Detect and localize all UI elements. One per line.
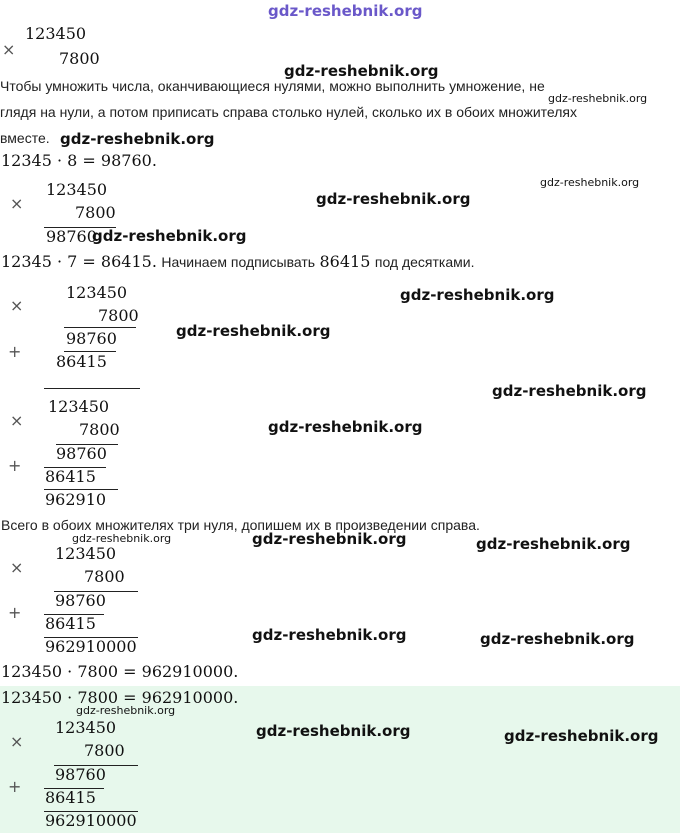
times-sign: × [10, 732, 24, 751]
watermark: gdz-reshebnik.org [252, 530, 407, 548]
partial-product-2: 86415 [45, 467, 96, 486]
partial-product-1: 98760 [56, 444, 107, 463]
result: 962910000 [45, 637, 137, 656]
watermark: gdz-reshebnik.org [400, 286, 555, 304]
times-sign: × [10, 194, 24, 213]
plus-sign: + [8, 456, 22, 475]
intro-line-2: глядя на нули, а потом приписать справа столько нулей, сколько их в обоих множителях [0, 104, 578, 120]
plus-sign: + [8, 777, 22, 796]
partial-product-2: 86415 [45, 614, 96, 633]
sum: 962910 [45, 490, 107, 509]
equation-2-line [1, 252, 474, 272]
equation-2-value: 86415 [319, 252, 371, 271]
zeros-explanation: Всего в обоих множителях три нуля, допишем их в произведении справа. [1, 517, 480, 533]
watermark: gdz-reshebnik.org [252, 626, 407, 644]
multiplier: 7800 [79, 420, 120, 439]
watermark: gdz-reshebnik.org [256, 722, 411, 740]
watermark: gdz-reshebnik.org [92, 227, 247, 245]
multiplicand: 123450 [25, 24, 87, 43]
watermark: gdz-reshebnik.org [548, 92, 648, 105]
watermark: gdz-reshebnik.org [540, 176, 640, 189]
watermark: gdz-reshebnik.org [268, 418, 423, 436]
watermark: gdz-reshebnik.org [176, 322, 331, 340]
answer-equation: 123450 · 7800 = 962910000. [1, 688, 239, 707]
equation-2-text-end: под десятками. [374, 254, 475, 270]
plus-sign: + [8, 342, 22, 361]
partial-product-1: 98760 [46, 227, 97, 246]
partial-product-1: 98760 [55, 591, 106, 610]
watermark: gdz-reshebnik.org [504, 727, 659, 745]
multiplier: 7800 [84, 567, 125, 586]
multiplier: 7800 [98, 306, 139, 325]
times-sign: × [10, 411, 24, 430]
equation-2-text: Начинаем подписывать [161, 254, 316, 270]
watermark: gdz-reshebnik.org [284, 62, 439, 80]
multiplicand: 123450 [55, 718, 117, 737]
watermark: gdz-reshebnik.org [76, 704, 176, 717]
watermark: gdz-reshebnik.org [480, 630, 635, 648]
equation-2: 12345 · 7 = 86415. [1, 252, 157, 271]
multiplicand: 123450 [46, 180, 108, 199]
multiplicand: 123450 [55, 544, 117, 563]
multiplicand: 123450 [66, 283, 128, 302]
multiplicand: 123450 [48, 397, 110, 416]
multiplier: 7800 [75, 203, 116, 222]
equation-3: 123450 · 7800 = 962910000. [1, 662, 239, 681]
partial-product-2: 86415 [56, 352, 107, 371]
intro-line-1: Чтобы умножить числа, оканчивающиеся нулями, можно выполнить умножение, не [0, 78, 545, 94]
times-sign: × [10, 296, 24, 315]
watermark: gdz-reshebnik.org [492, 382, 647, 400]
partial-product-1: 98760 [66, 329, 117, 348]
rule [44, 388, 140, 389]
times-sign: × [2, 40, 16, 59]
intro-line-3: вместе. [0, 130, 50, 146]
partial-product-1: 98760 [55, 765, 106, 784]
times-sign: × [10, 558, 24, 577]
watermark-top: gdz-reshebnik.org [268, 2, 423, 20]
watermark: gdz-reshebnik.org [476, 535, 631, 553]
plus-sign: + [8, 603, 22, 622]
watermark: gdz-reshebnik.org [72, 532, 172, 545]
watermark: gdz-reshebnik.org [60, 130, 215, 148]
multiplier: 7800 [84, 741, 125, 760]
watermark: gdz-reshebnik.org [316, 190, 471, 208]
result: 962910000 [45, 811, 137, 830]
rule [64, 327, 136, 328]
partial-product-2: 86415 [45, 788, 96, 807]
equation-1: 12345 · 8 = 98760. [1, 151, 157, 170]
multiplier: 7800 [59, 49, 100, 68]
